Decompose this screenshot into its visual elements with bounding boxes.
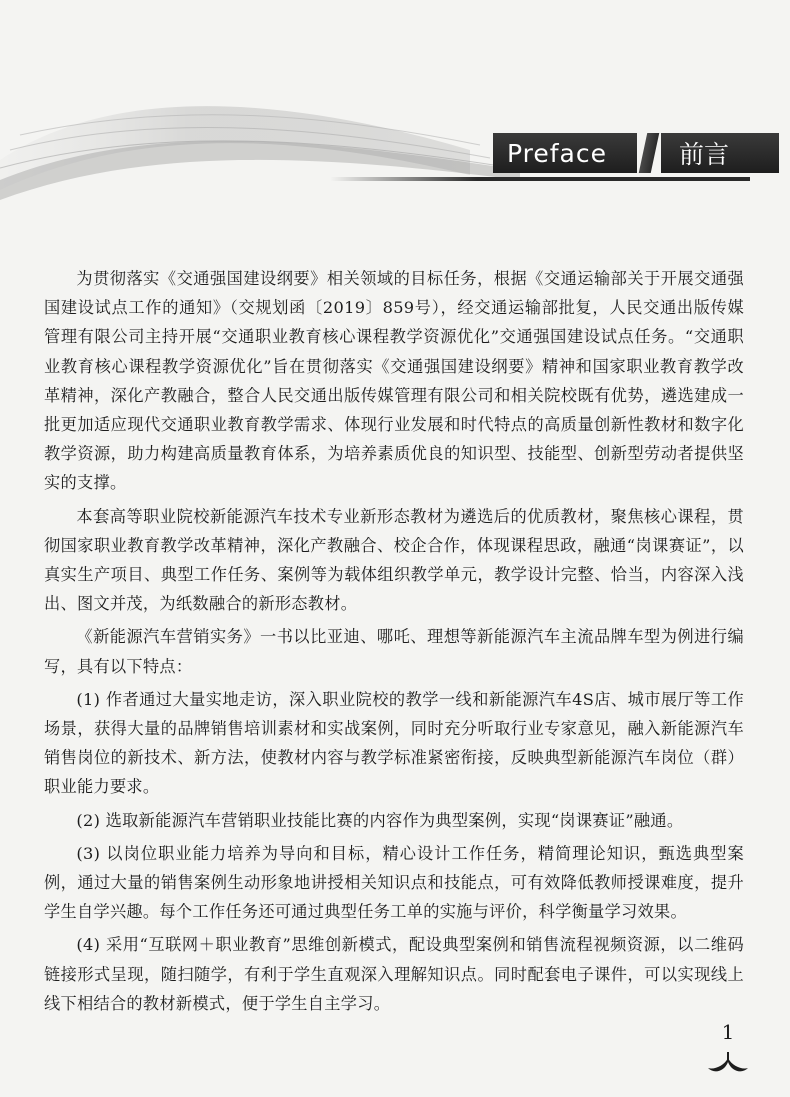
paragraph-3: 《新能源汽车营销实务》一书以比亚迪、哪吒、理想等新能源汽车主流品牌车型为例进行编写，具有以下特点： [44,627,744,676]
page-number: 1 [721,1020,735,1044]
paragraph-5: (2) 选取新能源汽车营销职业技能比赛的内容作为典型案例，实现“岗课赛证”融通。 [76,810,684,830]
page-ornament-icon [706,1052,750,1078]
header-rule [330,177,750,181]
title-separator [639,133,660,173]
preface-body [44,264,744,1022]
paragraph-2: 本套高等职业院校新能源汽车技术专业新形态教材为遴选后的优质教材，聚焦核心课程，贯彻国家职业教育教学改革精神，深化产教融合、校企合作，体现课程思政，融通“岗课赛证”，以真实生产项目、典型工作任务、案例等为载体组织教学单元，教学设计完整、恰当，内容深入浅出、图文并茂，为纸数融合的新形态教材。 [44,506,744,614]
paragraph-4: (1) 作者通过大量实地走访，深入职业院校的教学一线和新能源汽车4S店、城市展厅等工作场景，获得大量的品牌销售培训素材和实战案例，同时充分听取行业专家意见，融入新能源汽车销售岗位的新技术、新方法，使教材内容与教学标准紧密衔接，反映典型新能源汽车岗位（群）职业能力要求。 [44,689,744,797]
title-english: Preface [493,133,637,173]
title-chinese: 前言 [661,133,779,173]
paragraph-1: 为贯彻落实《交通强国建设纲要》相关领域的目标任务，根据《交通运输部关于开展交通强国建设试点工作的通知》（交规划函〔2019〕859号），经交通运输部批复，人民交通出版传媒管理有限公司主持开展“交通职业教育核心课程教学资源优化”交通强国建设试点任务。“交通职业教育核心课程教学资源优化”旨在贯彻落实《交通强国建设纲要》精神和国家职业教育教学改革精神，深化产教融合，整合人民交通出版传媒管理有限公司和相关院校既有优势，遴选建成一批更加适应现代交通职业教育教学需求、体现行业发展和时代特点的高质量创新性教材和数字化教学资源，助力构建高质量教育体系，为培养素质优良的知识型、技能型、创新型劳动者提供坚实的支撑。 [44,269,744,493]
preface-title-bar [493,133,779,173]
paragraph-7: (4) 采用“互联网＋职业教育”思维创新模式，配设典型案例和销售流程视频资源，以二维码链接形式呈现，随扫随学，有利于学生直观深入理解知识点。同时配套电子课件，可以实现线上线下相结合的教材新模式，便于学生自主学习。 [44,935,744,1013]
paragraph-6: (3) 以岗位职业能力培养为导向和目标，精心设计工作任务，精简理论知识，甄选典型案例，通过大量的销售案例生动形象地讲授相关知识点和技能点，可有效降低教师授课难度，提升学生自学兴趣。每个工作任务还可通过典型任务工单的实施与评价，科学衡量学习效果。 [44,843,744,922]
